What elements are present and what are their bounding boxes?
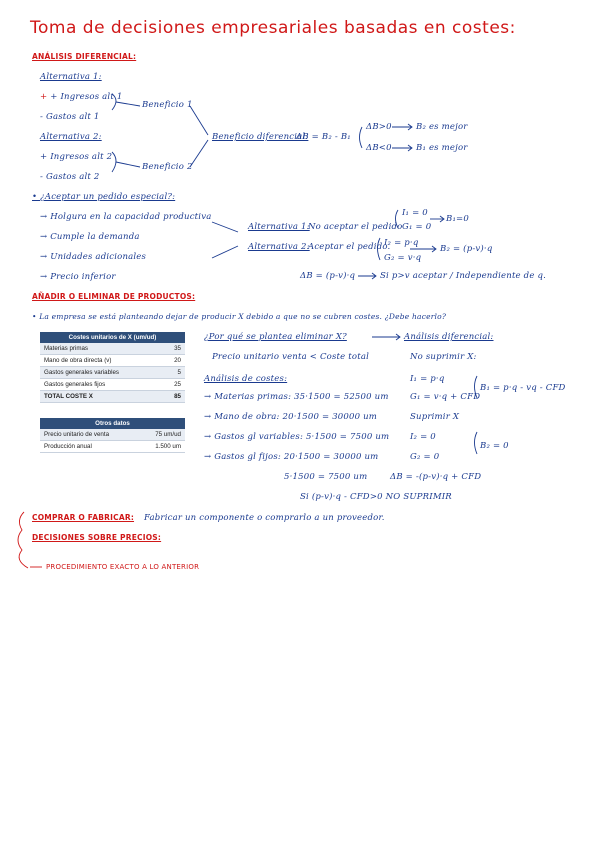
table-row: [40, 379, 185, 391]
pedido-heading: • ¿Aceptar un pedido especial?:: [32, 192, 176, 202]
costes-unitarios-table: [40, 332, 185, 403]
section-analisis-diferencial: ANÁLISIS DIFERENCIAL:: [32, 52, 137, 61]
alternativa-2-label: Alternativa 2:: [40, 132, 102, 142]
delta-positive-result: B₂ es mejor: [416, 122, 468, 132]
table-row: [40, 367, 185, 379]
procedimiento-text: PROCEDIMIENTO EXACTO A LO ANTERIOR: [46, 563, 200, 571]
pedido-alt1: Alternativa 1:: [248, 222, 310, 232]
no-suprimir-i1: I₁ = p·q: [410, 374, 445, 384]
beneficio-diferencial: Beneficio diferencial:: [212, 132, 309, 142]
table-row: [40, 429, 185, 441]
comprar-text: Fabricar un componente o comprarlo a un proveedor.: [144, 513, 385, 523]
row-value: 35: [163, 343, 185, 355]
gastos-2: - Gastos alt 2: [40, 172, 100, 182]
pedido-alt2-text: Aceptar el pedido.: [308, 242, 391, 252]
ingresos-1: + + Ingresos alt 1: [40, 92, 123, 102]
beneficio-1: Beneficio 1: [142, 100, 193, 110]
row-value: 20: [163, 355, 185, 367]
coste-line-3: → Gastos gl variables: 5·1500 = 7500 um: [204, 432, 390, 442]
pedido-delta: ΔB = (p-v)·q: [300, 271, 356, 281]
suprimir-g2: G₂ = 0: [410, 452, 440, 462]
no-suprimir-label: No suprimir X:: [410, 352, 477, 362]
pregunta-respuesta: Precio unitario venta < Coste total: [212, 352, 370, 362]
delta-positive: ΔB>0: [366, 122, 392, 132]
table-row: [40, 355, 185, 367]
table-row: [40, 343, 185, 355]
table-row: [40, 441, 185, 453]
section-comprar-fabricar: COMPRAR O FABRICAR:: [32, 513, 135, 522]
pedido-i2: I₂ = p·q: [384, 238, 419, 248]
coste-extra: 5·1500 = 7500 um: [284, 472, 368, 482]
pregunta-eliminar: ¿Por qué se plantea eliminar X?: [204, 332, 347, 342]
pedido-i1: I₁ = 0: [402, 208, 428, 218]
pedido-item-4: → Precio inferior: [40, 272, 116, 282]
pedido-item-2: → Cumple la demanda: [40, 232, 140, 242]
pedido-alt1-text: No aceptar el pedido: [308, 222, 403, 232]
pedido-b2: B₂ = (p-v)·q: [440, 244, 493, 254]
suprimir-b2: B₂ = 0: [480, 441, 509, 451]
page-title: Toma de decisiones empresariales basadas en costes:: [30, 18, 516, 38]
row-value: 25: [163, 379, 185, 391]
row-label: Materias primas: [40, 343, 163, 355]
pedido-item-3: → Unidades adicionales: [40, 252, 147, 262]
pedido-b1: B₁=0: [446, 214, 469, 224]
row-value: 1.500 um: [139, 441, 185, 453]
costes-table-header: Costes unitarios de X (um/ud): [40, 332, 185, 343]
delta-negative-result: B₁ es mejor: [416, 143, 468, 153]
row-label: Gastos generales variables: [40, 367, 163, 379]
total-value: 85: [163, 391, 185, 403]
anadir-final: Si (p-v)·q - CFD>0 NO SUPRIMIR: [300, 492, 452, 502]
beneficio-2: Beneficio 2: [142, 162, 193, 172]
anadir-delta: ΔB = -(p-v)·q + CFD: [390, 472, 482, 482]
row-label: Precio unitario de venta: [40, 429, 139, 441]
row-value: 5: [163, 367, 185, 379]
anadir-intro: • La empresa se está planteando dejar de producir X debido a que no se cubren costes. ¿Debe hacerlo?: [32, 312, 447, 321]
row-label: Producción anual: [40, 441, 139, 453]
ingresos-2: + Ingresos alt 2: [40, 152, 113, 162]
pedido-g1: G₁ = 0: [402, 222, 432, 232]
row-value: 75 um/ud: [139, 429, 185, 441]
alternativa-1-label: Alternativa 1:: [40, 72, 102, 82]
pedido-conclusion: Si p>v aceptar / Independiente de q.: [380, 271, 547, 281]
pedido-g2: G₂ = v·q: [384, 253, 422, 263]
pedido-alt2: Alternativa 2:: [248, 242, 310, 252]
total-label: TOTAL COSTE X: [40, 391, 163, 403]
formula-delta-b: ΔB = B₂ - B₁: [296, 132, 351, 142]
coste-line-1: → Materias primas: 35·1500 = 52500 um: [204, 392, 389, 402]
coste-line-2: → Mano de obra: 20·1500 = 30000 um: [204, 412, 378, 422]
suprimir-label: Suprimir X: [410, 412, 460, 422]
suprimir-i2: I₂ = 0: [410, 432, 436, 442]
otros-table-header: Otros datos: [40, 418, 185, 429]
gastos-1: - Gastos alt 1: [40, 112, 100, 122]
delta-negative: ΔB<0: [366, 143, 392, 153]
row-label: Gastos generales fijos: [40, 379, 163, 391]
no-suprimir-g1: G₁ = v·q + CFD: [410, 392, 481, 402]
no-suprimir-b1: B₁ = p·q - vq - CFD: [480, 383, 566, 393]
table-total-row: [40, 391, 185, 403]
row-label: Mano de obra directa (v): [40, 355, 163, 367]
otros-datos-table: [40, 418, 185, 453]
section-anadir-eliminar: AÑADIR O ELIMINAR DE PRODUCTOS:: [32, 292, 196, 301]
analisis-costes: Análisis de costes:: [204, 374, 288, 384]
ingresos-1-text: + Ingresos alt 1: [50, 92, 123, 102]
pedido-item-1: → Holgura en la capacidad productiva: [40, 212, 212, 222]
section-decisiones-precios: DECISIONES SOBRE PRECIOS:: [32, 533, 162, 542]
analisis-dif-label: Análisis diferencial:: [404, 332, 494, 342]
coste-line-4: → Gastos gl fijos: 20·1500 = 30000 um: [204, 452, 379, 462]
